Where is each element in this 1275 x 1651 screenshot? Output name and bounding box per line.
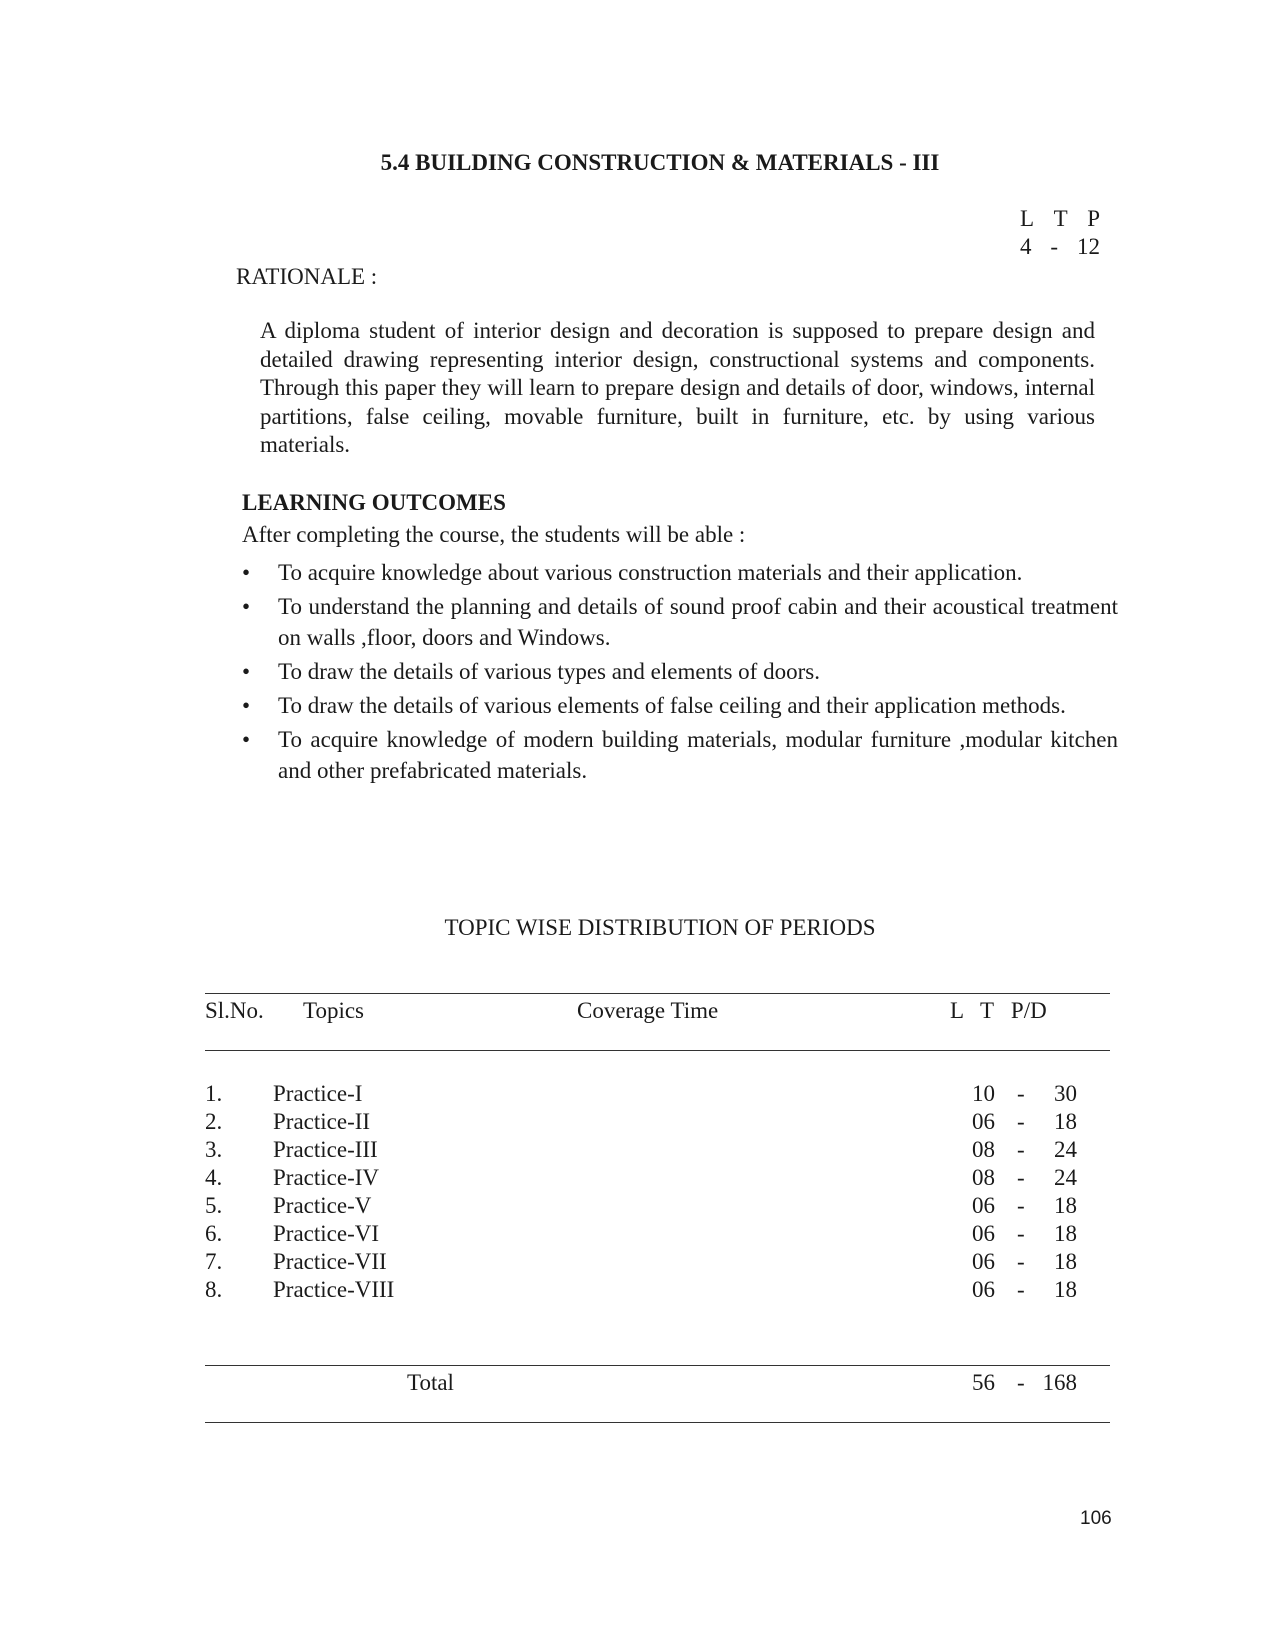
learning-outcomes-list [238, 557, 1118, 789]
total-t: - [1017, 1370, 1025, 1395]
row-p: 18 [1054, 1249, 1077, 1274]
list-item [238, 724, 1118, 786]
table-row [205, 1165, 1110, 1193]
row-topic: Practice-VIII [273, 1277, 395, 1302]
outcome-text: To draw the details of various types and elements of doors. [278, 659, 820, 684]
row-l: 06 [972, 1193, 995, 1218]
row-l: 06 [972, 1109, 995, 1134]
row-l: 06 [972, 1249, 995, 1274]
row-topic: Practice-VII [273, 1249, 387, 1274]
table-row [205, 1081, 1110, 1109]
table-row [205, 1249, 1110, 1277]
row-p: 18 [1054, 1277, 1077, 1302]
row-p: 18 [1054, 1193, 1077, 1218]
row-t: - [1017, 1277, 1025, 1302]
bullet-icon: • [242, 560, 251, 585]
bullet-icon: • [242, 693, 251, 718]
row-topic: Practice-IV [273, 1165, 379, 1190]
table-row [205, 1221, 1110, 1249]
header-topics: Topics [303, 998, 364, 1023]
row-topic: Practice-II [273, 1109, 371, 1134]
table-row [205, 1137, 1110, 1165]
list-item [238, 557, 1118, 588]
table-header-rule [205, 1050, 1110, 1051]
table-row [205, 1193, 1110, 1221]
outcome-text: To understand the planning and details of sound proof cabin and their acoustical treatment on walls ,floor, doors and Windows. [278, 594, 1118, 650]
table-row [205, 1109, 1110, 1137]
table-total-row [205, 1370, 1110, 1398]
ltp-header-p: P [1087, 206, 1100, 231]
row-number: 6. [205, 1221, 223, 1246]
list-item [238, 656, 1118, 687]
list-item [238, 690, 1118, 721]
header-coverage-time: Coverage Time [577, 998, 719, 1023]
ltp-value-l: 4 [1020, 234, 1032, 259]
total-l: 56 [972, 1370, 995, 1395]
header-sl-no: Sl.No. [205, 998, 264, 1023]
table-title: TOPIC WISE DISTRIBUTION OF PERIODS [444, 915, 876, 940]
row-t: - [1017, 1249, 1025, 1274]
ltp-header [1020, 206, 1100, 232]
outcome-text: To acquire knowledge of modern building materials, modular furniture ,modular kitchen and other prefabricated materials. [278, 727, 1118, 783]
header-ltp: L T P/D [950, 998, 1047, 1023]
row-t: - [1017, 1081, 1025, 1106]
row-l: 06 [972, 1221, 995, 1246]
learning-outcomes-intro: After completing the course, the students will be able : [242, 522, 746, 547]
row-p: 18 [1054, 1221, 1077, 1246]
row-t: - [1017, 1221, 1025, 1246]
row-l: 08 [972, 1165, 995, 1190]
table-header-row [205, 998, 1110, 1026]
rationale-label: RATIONALE : [236, 264, 378, 289]
row-number: 4. [205, 1165, 223, 1190]
row-t: - [1017, 1193, 1025, 1218]
row-number: 3. [205, 1137, 223, 1162]
bullet-icon: • [242, 727, 251, 752]
ltp-value-t: - [1050, 234, 1059, 259]
row-l: 10 [972, 1081, 995, 1106]
row-number: 2. [205, 1109, 223, 1134]
table-top-rule [205, 993, 1110, 994]
total-p: 168 [1042, 1370, 1077, 1395]
learning-outcomes-heading: LEARNING OUTCOMES [242, 490, 506, 515]
row-p: 18 [1054, 1109, 1077, 1134]
outcome-text: To draw the details of various elements of false ceiling and their application methods. [278, 693, 1066, 718]
row-topic: Practice-VI [273, 1221, 379, 1246]
row-topic: Practice-III [273, 1137, 378, 1162]
rationale-text: A diploma student of interior design and decoration is supposed to prepare design and detailed drawing representing interior design, constructional systems and components. Through this paper they will learn to prepare design and details of door, windows, internal partitions, false ceiling, movable furniture, built in furniture, etc. by using various materials. [260, 318, 1095, 458]
list-item [238, 591, 1118, 653]
row-t: - [1017, 1165, 1025, 1190]
table-row [205, 1277, 1110, 1305]
total-label: Total [407, 1370, 454, 1395]
row-t: - [1017, 1137, 1025, 1162]
row-number: 7. [205, 1249, 223, 1274]
bullet-icon: • [242, 594, 251, 619]
row-number: 8. [205, 1277, 223, 1302]
row-number: 5. [205, 1193, 223, 1218]
row-number: 1. [205, 1081, 223, 1106]
row-l: 06 [972, 1277, 995, 1302]
outcome-text: To acquire knowledge about various construction materials and their application. [278, 560, 1023, 585]
ltp-value-p: 12 [1076, 234, 1100, 259]
row-t: - [1017, 1109, 1025, 1134]
row-l: 08 [972, 1137, 995, 1162]
row-topic: Practice-I [273, 1081, 363, 1106]
bullet-icon: • [242, 659, 251, 684]
table-total-top-rule [205, 1365, 1110, 1366]
row-p: 24 [1054, 1165, 1077, 1190]
row-p: 30 [1054, 1081, 1077, 1106]
ltp-values [1020, 234, 1100, 260]
page-title: 5.4 BUILDING CONSTRUCTION & MATERIALS - III [380, 150, 940, 175]
ltp-header-l: L [1020, 206, 1035, 231]
table-bottom-rule [205, 1422, 1110, 1423]
ltp-header-t: T [1053, 206, 1068, 231]
row-topic: Practice-V [273, 1193, 372, 1218]
row-p: 24 [1054, 1137, 1077, 1162]
page-number: 106 [1080, 1508, 1112, 1529]
